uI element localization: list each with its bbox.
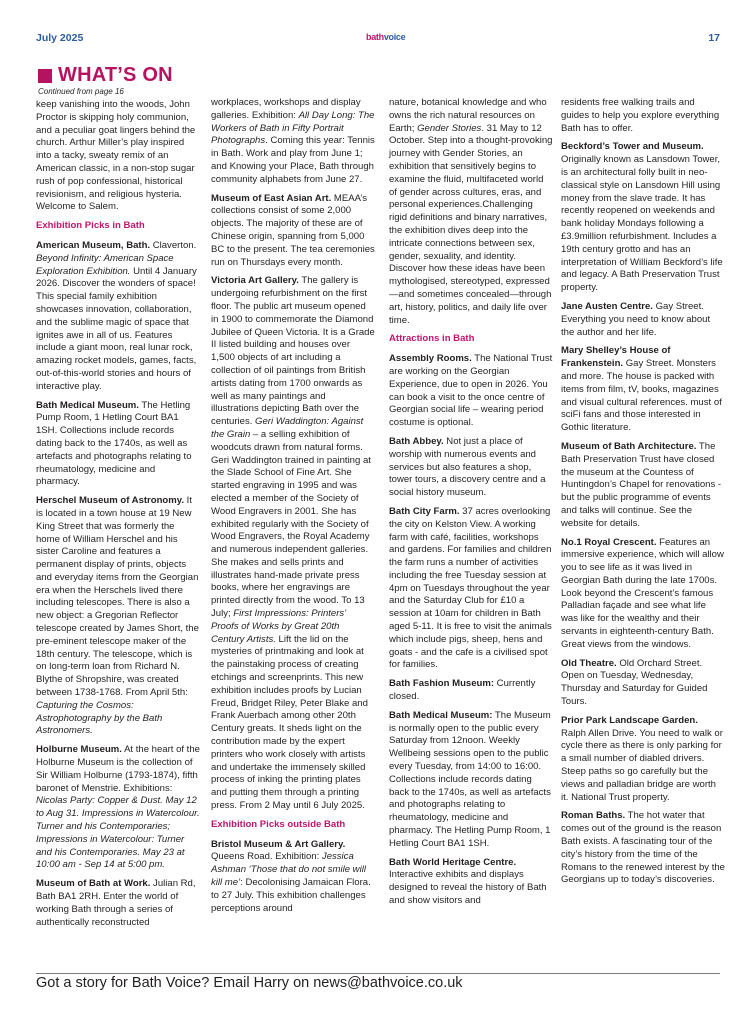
exhibition-title: All Day Long: The Workers of Bath in Fifty Portrait Photographs [211, 109, 375, 147]
venue-name: Bath Fashion Museum: [389, 678, 495, 690]
listing-text: Claverton. [150, 239, 197, 251]
listing-text: It is located in a town house at 19 New King Street that was formerly the home of William Herschel and his sister Caroline and features a permanent display of prints, objects and everyday items from the Georgian era when the Herschels lived there including telescopes. There is also a new object: a Gregorian Reflector telescope created by James Short, the pre-eminent telescope maker of the 18th century. The telescope, which is on long-term loan from Richard N. Blythe of Shropshire, was created between 1738-1768. From April 5th: [36, 495, 199, 699]
listing-text: At the heart of the Holburne Museum is the collection of Sir William Holburne (1793-1874), fifth baronet of Menstrie. Exhibitions: [36, 744, 200, 794]
listing-paragraph [561, 97, 725, 135]
listing-paragraph [211, 97, 375, 187]
logo-voice: voice [383, 32, 406, 42]
continued-note: Continued from page 16 [38, 87, 124, 96]
venue-name: Victoria Art Gallery. [211, 275, 299, 287]
subheading: Attractions in Bath [389, 333, 475, 345]
listing-text: : Decolonising Jamaican Flora. to 27 July. This exhibition challenges perceptions around [211, 877, 371, 914]
subheading: Exhibition Picks in Bath [36, 220, 145, 232]
listing-text: 37 acres overlooking the city on Kelston View. A working farm with café, facilities, workshops and gardens. For families and children the farm runs a number of activities including the free Tuesday session at 4pm on Tuesdays throughout the year and the Saturday Club for £10 a session at 10am for children in Bath aged 5-11. It is free to visit the animals which include pigs, sheep, hens and goats - and the cafe is a civilised spot for families. [389, 505, 552, 671]
listing-text: Julian Rd, Bath BA1 2RH. Enter the world of working Bath through a series of authentically reconstructed [36, 878, 196, 928]
listing-paragraph [389, 353, 553, 430]
article-column-3 [389, 97, 553, 977]
listing-paragraph [211, 275, 375, 812]
listing-text: The hot water that comes out of the ground is the reason Bath exists. A fascinating tour of the city’s history from the time of the Romans to the renewed interest by the Georgians up to today’s discoveries. [561, 810, 725, 886]
listing-paragraph [36, 744, 200, 872]
listing-text: Originally known as Lansdown Tower, is an architectural folly built in neo-classical style on Lansdown Hill using money from the slave trade. It has recently reopened on weekends and bank holiday Mondays following a £3.9million refurbishment. Includes a 19th century grotto and has an interpretation of William Beckford’s life and legacy. A Bath Preservation Trust property. [561, 154, 723, 294]
listing-paragraph [389, 97, 553, 327]
exhibition-title: Nicolas Party: Copper & Dust. May 12 to Aug 31. Impressions in Watercolour. Turner and his Contemporaries; Impressions in Watercolour: Turner and his Contemporaries. May 23 at 10:00 am - Sep 14 at 5:00 pm. [36, 795, 200, 871]
listing-text: The Museum is normally open to the public every Saturday from 12noon. Weekly Wellbeing sessions open to the public every Tuesday, from 14:00 to 16:00. Collections include records dating back to the 1740s, as well as artefacts and photographs relating to rheumatology, medicine and pharmacy. The Hetling Pump Room, 1 Hetling Court BA1 1SH. [389, 709, 551, 849]
listing-text: Old Orchard Street. Open on Tuesday, Wednesday, Thursday and Saturday for Guided Tours. [561, 657, 708, 708]
section-heading [38, 64, 173, 87]
listing-paragraph [561, 658, 725, 709]
listing-text: residents free walking trails and guides to help you explore everything Bath has to offer. [561, 97, 720, 134]
venue-name: Mary Shelley’s House of Frankenstein. [561, 345, 671, 370]
venue-name: Bath Medical Museum. [36, 399, 139, 411]
listing-text: Queens Road. Exhibition: [211, 851, 322, 863]
listing-paragraph [389, 436, 553, 500]
listing-text: MEAA’s collections consist of some 2,000 objects. The majority of these are of Chinese origin, spanning from 5,000 BC to the present. The tea ceremonies run on Thursdays every month. [211, 192, 375, 268]
listing-text: – a selling exhibition of woodcuts drawn from natural forms. Geri Waddington trained in painting at the Slade School of Fine Art. She started engraving in 1995 and was elected a member of the Society of Wood Engravers in 2001. She has exhibited regularly with the Society of Wood Engravers, the Royal Academy and numerous independent galleries. She makes and sells prints and illustrates hand-made private press books, where her engravings are printed directly from the wood. To 13 July; [211, 428, 371, 620]
listing-text: The National Trust are working on the Georgian Experience, due to open in 2026. You can book a visit to the once centre of Georgian social life – wearing period costume is optional. [389, 353, 553, 429]
venue-name: Holburne Museum. [36, 744, 122, 756]
bath-voice-logo [366, 32, 405, 42]
listing-paragraph [561, 301, 725, 339]
listing-paragraph [36, 878, 200, 929]
listing-paragraph [211, 839, 375, 916]
listing-paragraph [561, 537, 725, 652]
exhibition-title: Geri Waddington: Against the Grain [211, 416, 364, 440]
page-header [36, 30, 720, 52]
article-column-2 [211, 97, 375, 977]
venue-name: Museum of Bath at Work. [36, 878, 151, 890]
listing-text: The Hetling Pump Room, 1 Hetling Court BA1 1SH. Collections include records dating back to the 1740s, as well as artefacts and photographs relating to rheumatology, medicine and pharmacy. [36, 399, 192, 488]
venue-name: Jane Austen Centre. [561, 300, 653, 312]
listing-text: Gay Street. Monsters and more. The house is packed with items from film, tV, books, magazines and visual cultural references. must of sciFi fans and those interested in Gothic literature. [561, 358, 722, 434]
footer-divider [36, 973, 720, 974]
article-column-1 [36, 99, 200, 969]
listing-paragraph [389, 678, 553, 704]
venue-name: Herschel Museum of Astronomy. [36, 495, 185, 507]
venue-name: Bath Medical Museum: [389, 709, 493, 721]
section-marker-icon [38, 69, 52, 83]
listing-text: The gallery is undergoing refurbishment on the first floor. The public art museum opened in 1900 to commemorate the Diamond Jubilee of Queen Victoria. It is a Grade II listed building and houses over 1,500 objects of art including a collection of oil paintings from British artists dating from 1700 onwards as well as many paintings and illustrations depicting Bath over the centuries. [211, 275, 375, 428]
footer-contact: Got a story for Bath Voice? Email Harry on news@bathvoice.co.uk [36, 975, 463, 991]
venue-name: Bath World Heritage Centre. [389, 856, 517, 868]
listing-paragraph [561, 810, 725, 887]
listing-text: . Coming this year: Tennis in Bath. Work and play from June 1; and Knowing your Place, Bath through community alphabets from June 27. [211, 135, 375, 185]
listing-paragraph [389, 857, 553, 908]
listing-text: Interactive exhibits and displays designed to reveal the history of Bath and show visitors and [389, 869, 547, 907]
logo-bath: bath [366, 32, 384, 42]
venue-name: Museum of Bath Architecture. [561, 440, 697, 452]
listing-paragraph [211, 193, 375, 270]
listing-paragraph [36, 240, 200, 394]
listing-paragraph [36, 495, 200, 738]
section-title: WHAT’S ON [58, 64, 173, 86]
listing-text: Currently closed. [389, 678, 536, 703]
listing-text: . 31 May to 12 October. Step into a thought-provoking journey with Gender Stories, an exhibition that sensitively begins to examine the fluid, multifaceted world of gender across cultures, eras, and personal experiences.Challenging rigid definitions and binary narratives, the exhibition dives deep into the intricate connections between sex, gender, sexuality, and identity. Discover how these ideas have been mythologised, stereotyped, expressed—and sometimes concealed—through art, history, politics, and daily life over time. [389, 122, 553, 326]
listing-paragraph [36, 400, 200, 490]
page-number: 17 [708, 32, 720, 44]
listing-paragraph [561, 345, 725, 435]
venue-name: No.1 Royal Crescent. [561, 536, 657, 548]
listing-text: Until 4 January 2026. Discover the wonders of space! This special family exhibition showcases innovation, collaboration, and the sublime magic of space that ignites awe in all of us. Features include a giant moon, real lunar rock, amazing rocket models, games, facts, out-of-this-world stories and hours of interactive play. [36, 265, 197, 392]
exhibition-title: Beyond Infinity: American Space Exploration Exhibition. [36, 252, 174, 277]
exhibition-title: Gender Stories [417, 122, 482, 134]
exhibition-title: Jessica Ashman ‘Those that do not smile will kill me’ [211, 851, 366, 889]
listing-text: Features an immersive experience, which will allow you to see life as it was lived in Georgian Bath during the late 1700s. Look beyond the Crescent’s famous Palladian façade and see what life was like for the wealthy and their servants in eighteenth-century Bath. Great views from the windows. [561, 536, 724, 650]
issue-date: July 2025 [36, 32, 84, 44]
venue-name: Prior Park Landscape Garden. [561, 714, 698, 726]
listing-paragraph [36, 99, 200, 214]
listing-paragraph [561, 141, 725, 295]
listing-paragraph [389, 506, 553, 672]
subheading: Exhibition Picks outside Bath [211, 818, 346, 830]
listing-text: Not just a place of worship with numerous events and services but also features a shop, tower tours, a discovery centre and a social history museum. [389, 435, 546, 499]
listing-paragraph [561, 441, 725, 531]
venue-name: Bath Abbey. [389, 435, 444, 447]
venue-name: Roman Baths. [561, 810, 626, 822]
venue-name: Old Theatre. [561, 657, 617, 669]
venue-name: Bath City Farm. [389, 505, 460, 517]
venue-name: Museum of East Asian Art. [211, 192, 332, 204]
venue-name: Bristol Museum & Art Gallery. [211, 838, 346, 850]
listing-text: keep vanishing into the woods, John Proctor is skipping holy communion, and a peculiar goat lingers behind the church. Arthur Miller’s play inspired into a tacky, sweaty remix of an American classic, in a non-stop sugar rush of pop confessional, historical revisionism, and religious hysteria. Welcome to Salem. [36, 99, 196, 213]
venue-name: Assembly Rooms. [389, 353, 472, 365]
listing-text: Gay Street. Everything you need to know about the author and her life. [561, 300, 711, 338]
listing-paragraph [389, 710, 553, 851]
listing-text: Ralph Allen Drive. You need to walk or cycle there as there is only parking for a small number of diabled drivers. Steep paths so go carefully but the views and palladian bridge are worth it. National Trust property. [561, 727, 723, 803]
exhibition-title: Capturing the Cosmos: Astrophotography by the Bath Astronomers. [36, 699, 163, 737]
venue-name: Beckford’s Tower and Museum. [561, 141, 704, 153]
listing-text: workplaces, workshops and display galleries. Exhibition: [211, 97, 361, 121]
article-column-4 [561, 97, 725, 977]
venue-name: American Museum, Bath. [36, 239, 151, 251]
listing-text: The Bath Preservation Trust have closed the museum at the Countess of Huntingdon’s Chapel for renovations - but the public programme of events and talks will continue. See the website for details. [561, 440, 722, 529]
listing-text: Lift the lid on the mysteries of printmaking and look at the painstaking process of creating etchings and screenprints. This new exhibition includes proofs by Lucian Freud, Bridget Riley, Peter Blake and Frank Auerbach among other 20th Century greats. It sheds light on the contribution made by the expert printers who work closely with artists and undertake the immensely skilled process of inking the printing plates and putting them through a printing press. From 2 May until 6 July 2025. [211, 633, 368, 812]
listing-paragraph [561, 715, 725, 805]
listing-text: nature, botanical knowledge and who owns the rich natural resources on Earth; [389, 97, 547, 134]
exhibition-title: First Impressions: Printers’ Proofs of Works by Great 20th Century Artists. [211, 608, 346, 645]
